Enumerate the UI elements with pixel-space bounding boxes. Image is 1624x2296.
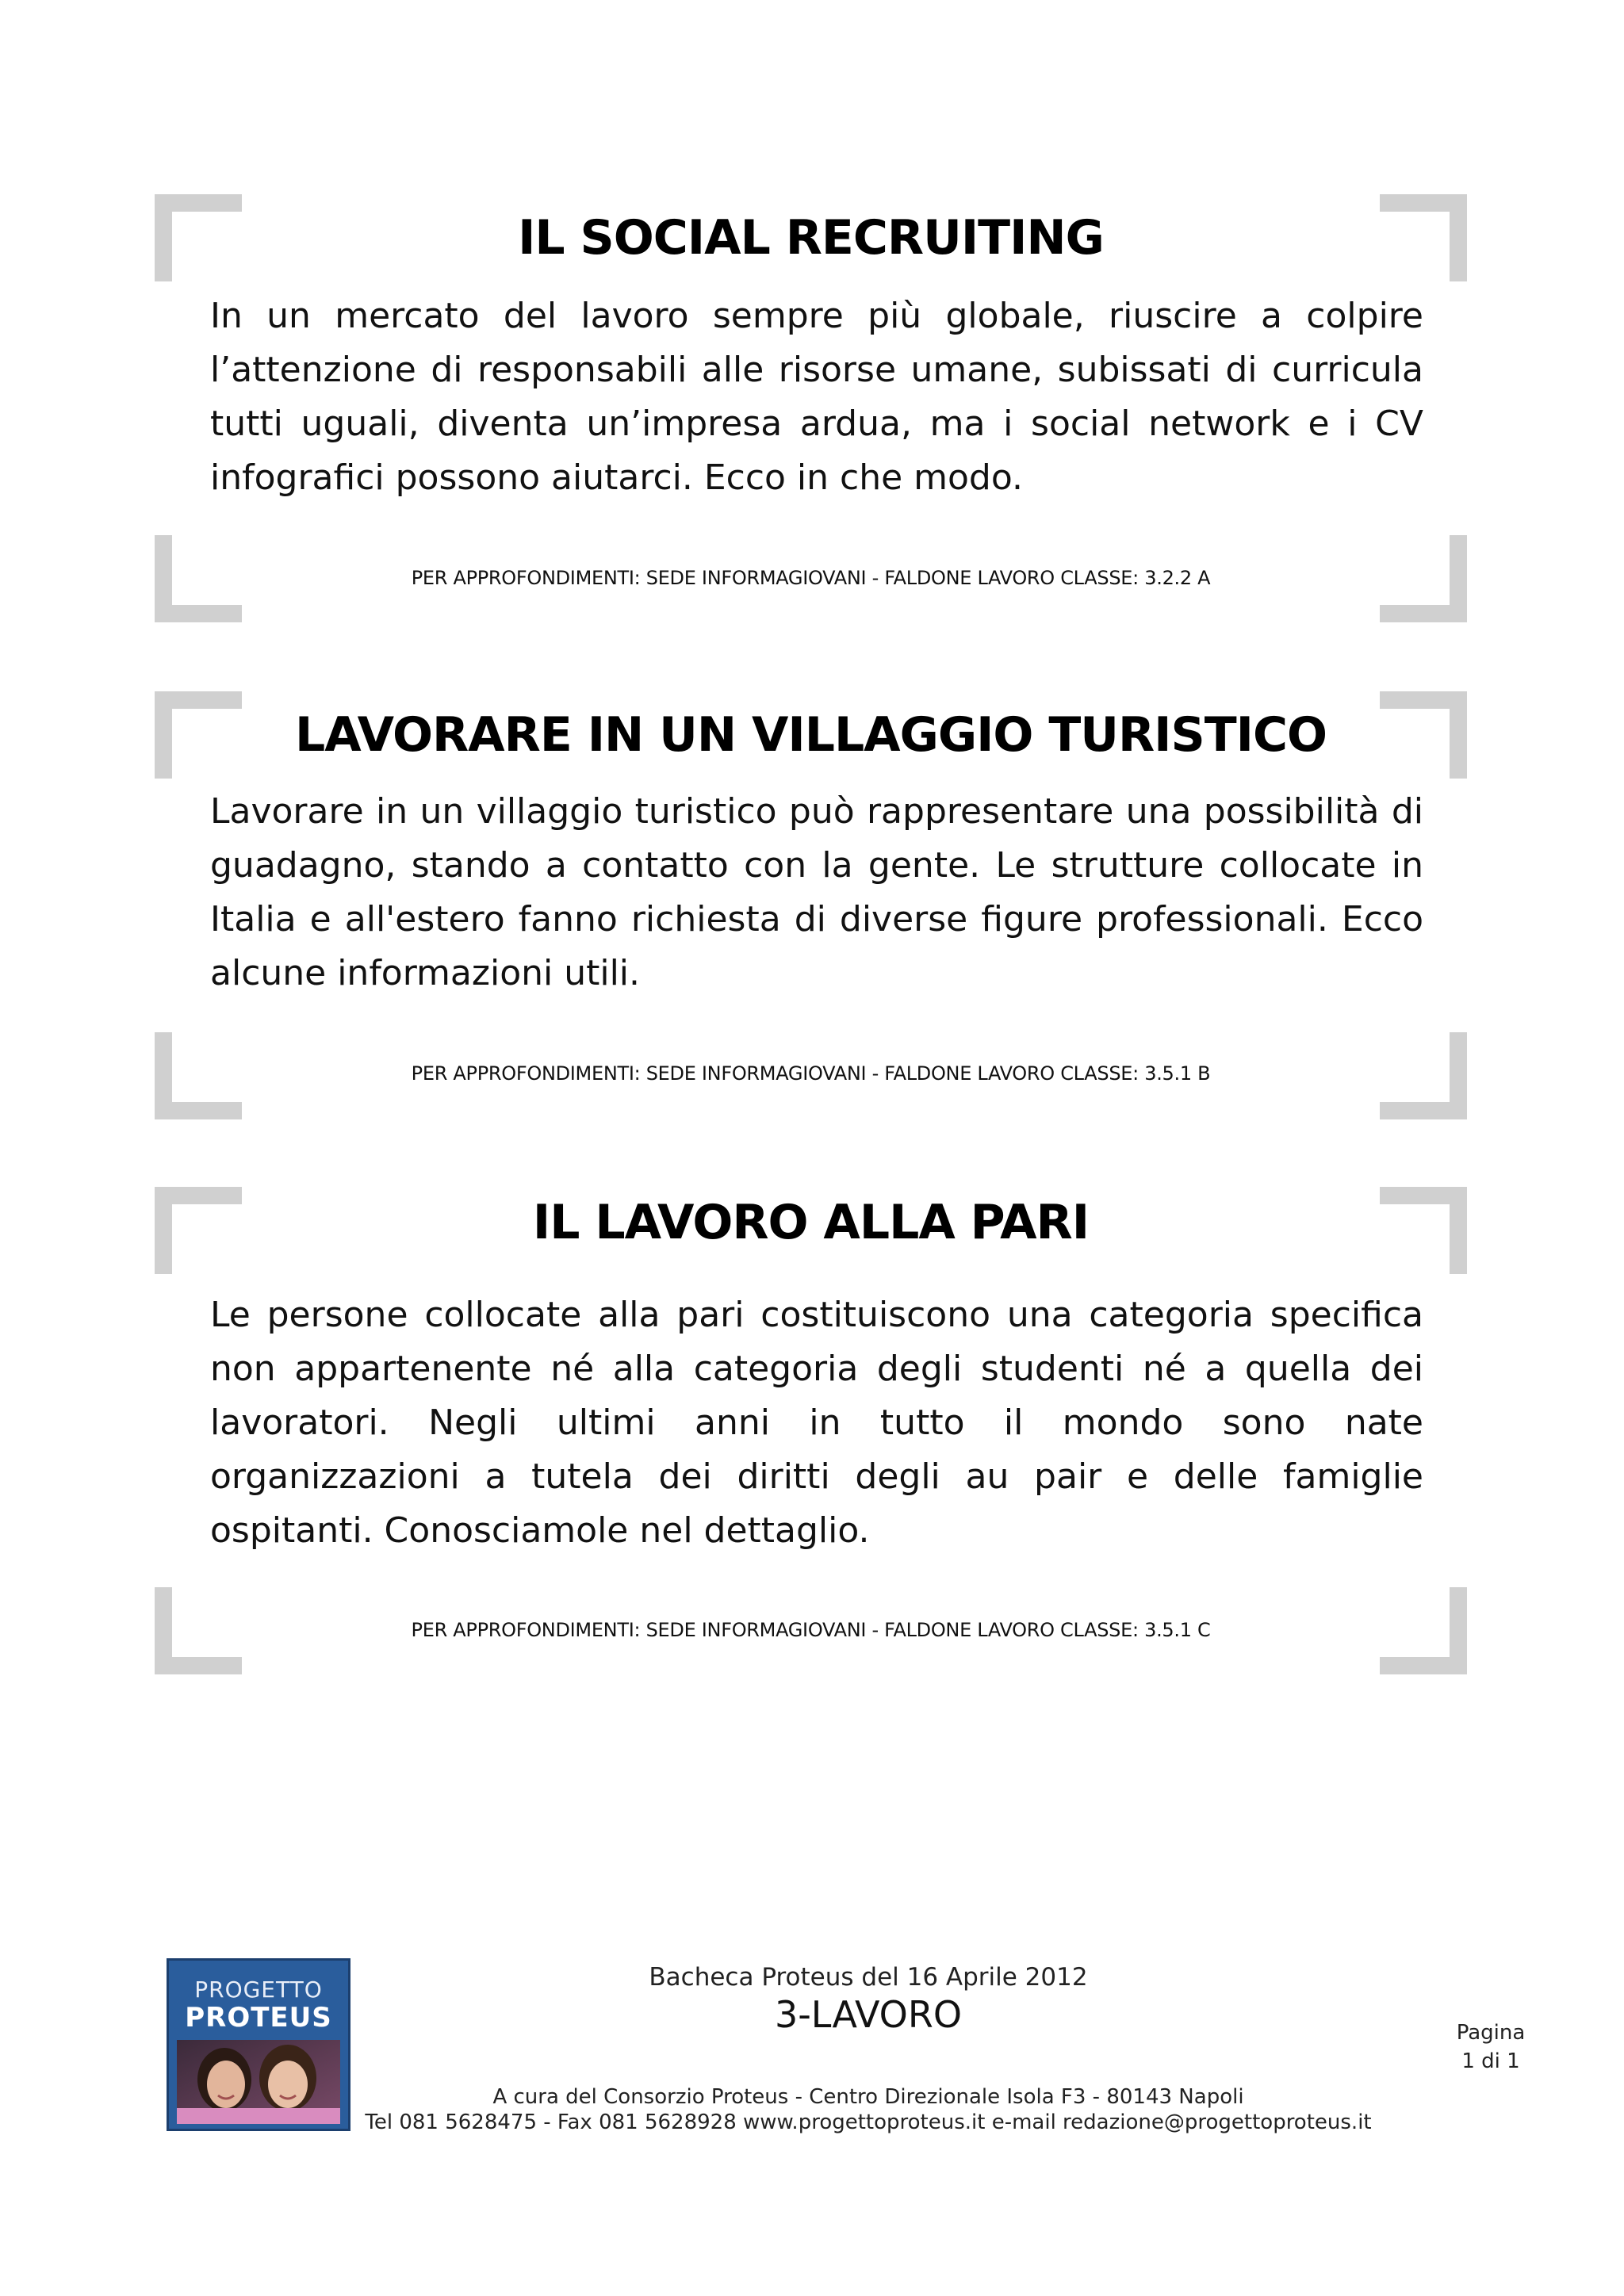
article-reference: PER APPROFONDIMENTI: SEDE INFORMAGIOVANI - FALDONE LAVORO CLASSE: 3.5.1 C — [411, 1619, 1211, 1641]
footer-address: A cura del Consorzio Proteus - Centro Direzionale Isola F3 - 80143 Napoli — [492, 2085, 1244, 2109]
footer-contacts: Tel 081 5628475 - Fax 081 5628928 www.progettoproteus.it e-mail redazione@progettoproteus.it — [365, 2110, 1372, 2134]
article-reference: PER APPROFONDIMENTI: SEDE INFORMAGIOVANI - FALDONE LAVORO CLASSE: 3.5.1 B — [411, 1062, 1211, 1085]
footer-category: 3-LAVORO — [774, 1993, 963, 2036]
footer-date-line: Bacheca Proteus del 16 Aprile 2012 — [649, 1963, 1088, 1992]
page-count: 1 di 1 — [1461, 2049, 1520, 2073]
progetto-proteus-logo — [167, 1958, 350, 2131]
logo-text-top: PROGETTO — [194, 1976, 323, 2003]
article-villaggio-turistico — [155, 691, 1467, 1139]
article-body: Lavorare in un villaggio turistico può rappresentare una possibilità di guadagno, stando a contatto con la gente. Le strutture collocate in Italia e all'estero fanno richiesta di diverse figure professionali. Ecco alcune informazioni utili. — [210, 791, 1423, 993]
article-title: LAVORARE IN UN VILLAGGIO TURISTICO — [295, 707, 1327, 763]
article-reference: PER APPROFONDIMENTI: SEDE INFORMAGIOVANI - FALDONE LAVORO CLASSE: 3.2.2 A — [411, 567, 1211, 589]
article-title: IL SOCIAL RECRUITING — [518, 210, 1104, 266]
article-body: In un mercato del lavoro sempre più globale, riuscire a colpire l’attenzione di responsabili alle risorse umane, subissati di curricula tutti uguali, diventa un’impresa ardua, ma i social network e i CV infografici possono aiutarci. Ecco in che modo. — [210, 296, 1423, 498]
logo-text-bottom: PROTEUS — [185, 2002, 332, 2034]
page-number — [1427, 2019, 1554, 2076]
page-label: Pagina — [1456, 2021, 1526, 2045]
article-social-recruiting — [155, 194, 1467, 642]
article-lavoro-alla-pari — [155, 1187, 1467, 1694]
logo-photo-image — [177, 2040, 340, 2124]
article-title: IL LAVORO ALLA PARI — [532, 1195, 1090, 1250]
article-body: Le persone collocate alla pari costituiscono una categoria specifica non appartenente né alla categoria degli studenti né a quella dei lavoratori. Negli ultimi anni in tutto il mondo sono nate organizzazioni a tutela dei diritti degli au pair e delle famiglie ospitanti. Conosciamole nel dettaglio. — [210, 1295, 1423, 1551]
